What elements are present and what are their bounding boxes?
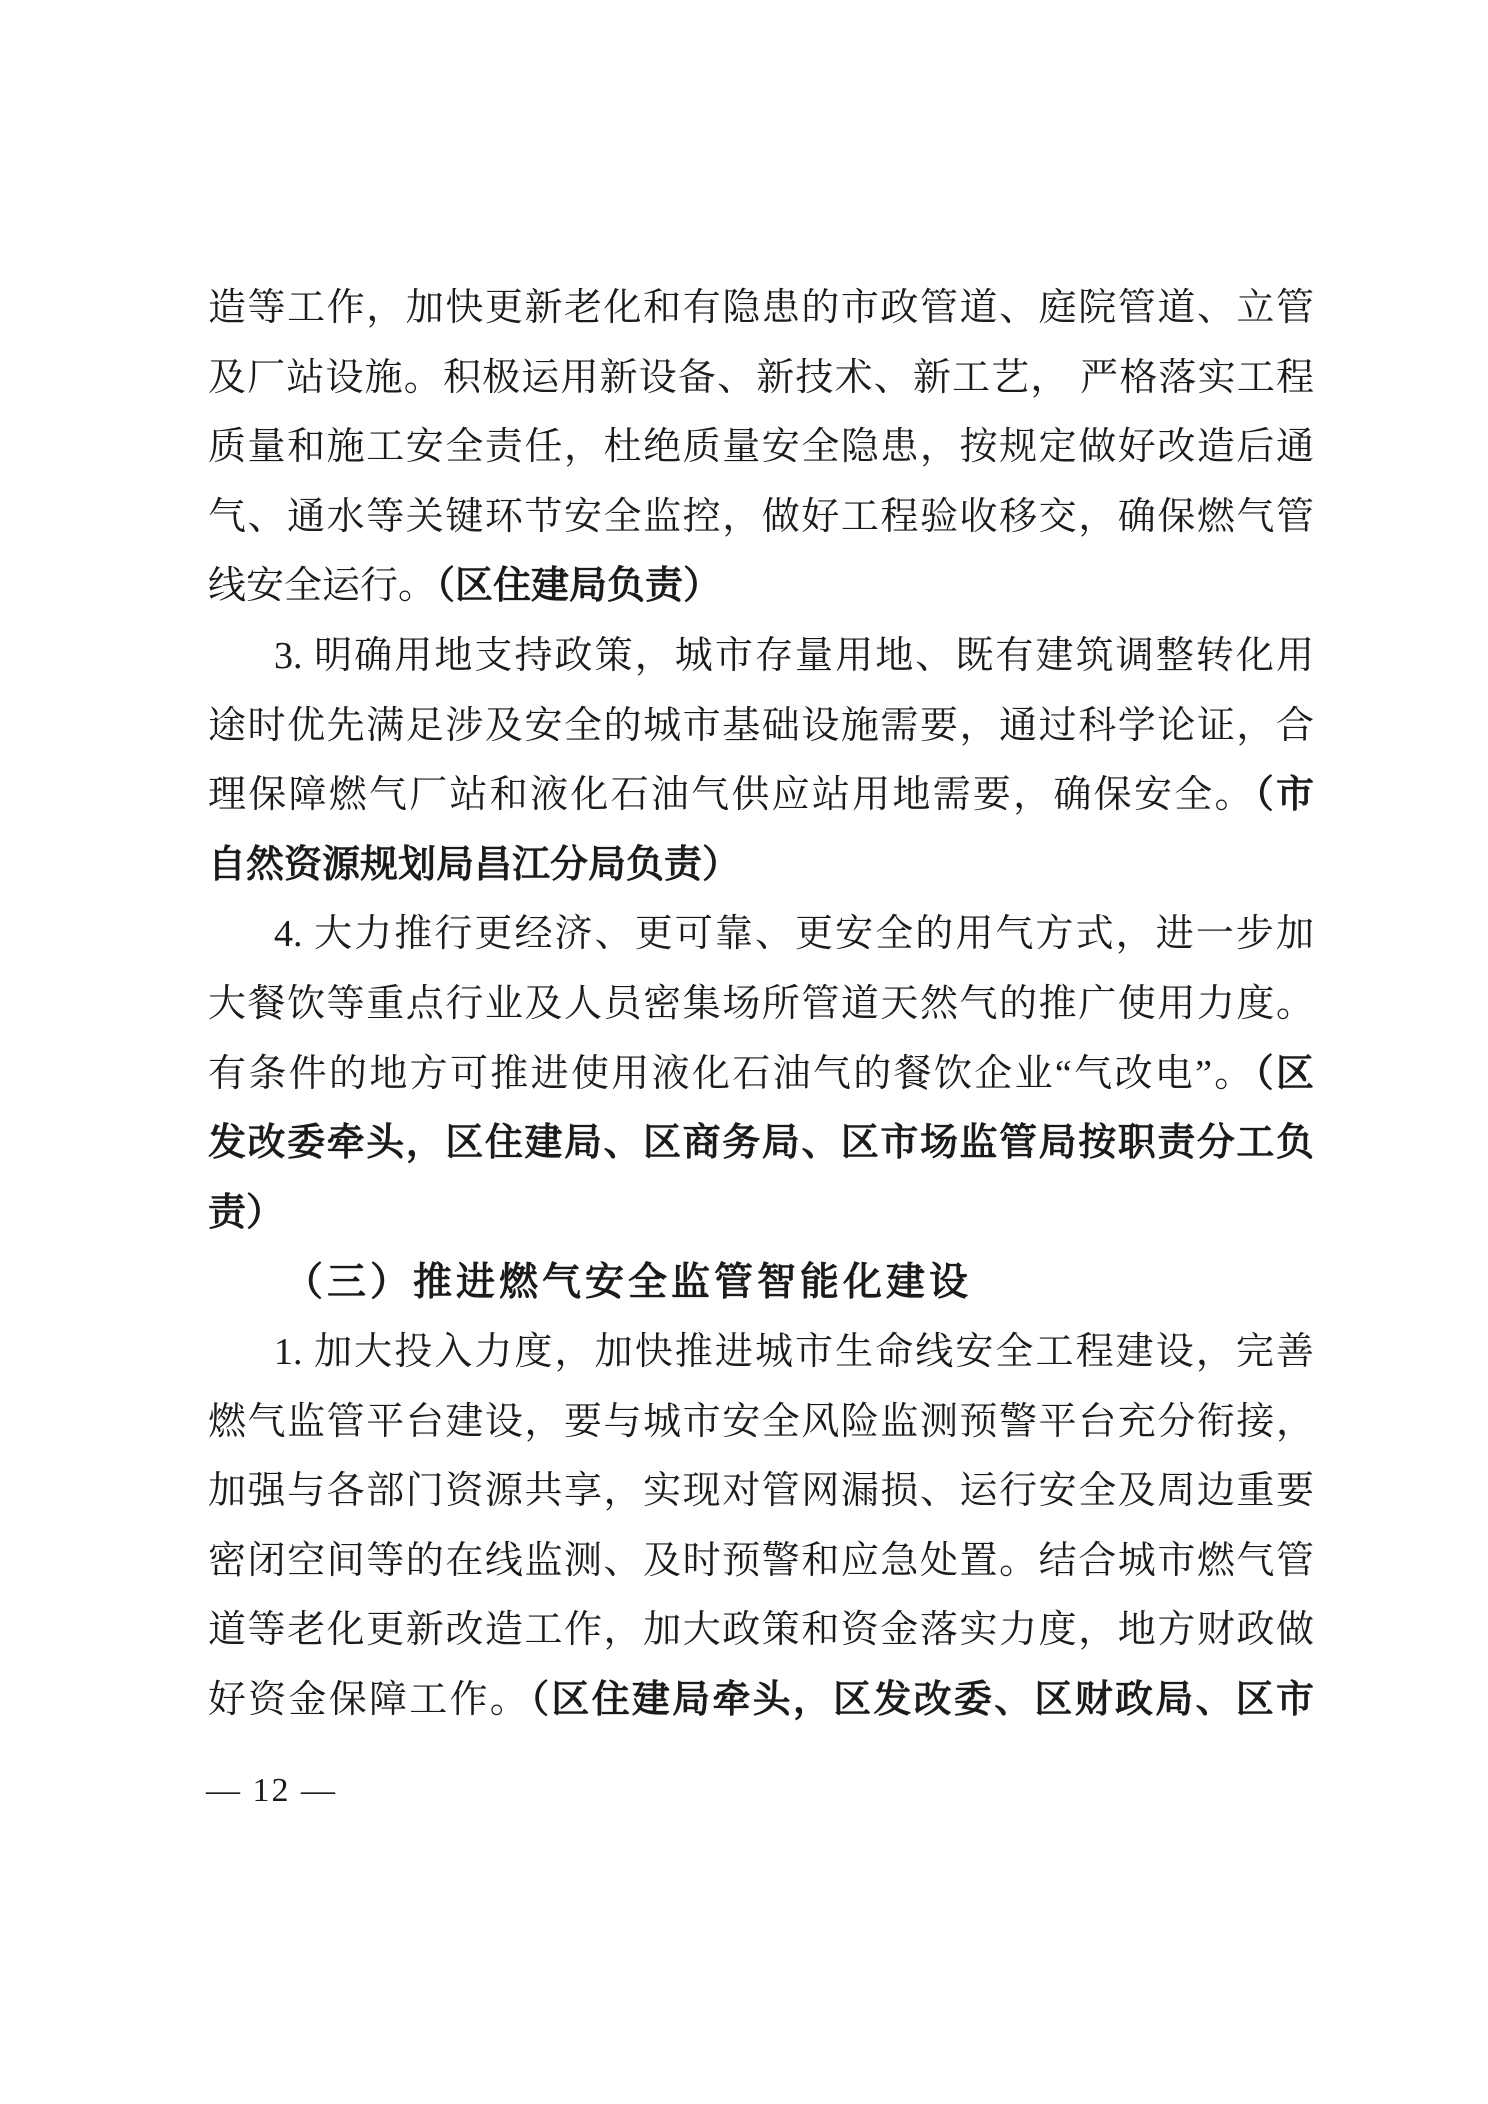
text-segment-bold: （市 xyxy=(1254,774,1314,817)
text-segment: 燃气监管平台建设，要与城市安全风险监测预警平台充分衔接， xyxy=(208,1400,1314,1443)
text-line xyxy=(208,413,1314,483)
text-segment-bold: （区住建局牵头，区发改委、区财政局、区市 xyxy=(530,1678,1314,1721)
text-line xyxy=(208,274,1314,344)
text-segment-bold: （区 xyxy=(1254,1052,1314,1095)
text-line xyxy=(208,344,1314,414)
text-line xyxy=(208,1457,1314,1527)
text-segment-bold: 发改委牵头，区住建局、区商务局、区市场监管局按职责分工负 xyxy=(208,1122,1314,1165)
text-line xyxy=(208,1596,1314,1666)
text-line xyxy=(208,483,1314,553)
text-line xyxy=(208,831,1314,901)
text-line xyxy=(208,622,1314,692)
text-line xyxy=(208,1666,1314,1736)
text-line xyxy=(208,1318,1314,1388)
text-segment: 理保障燃气厂站和液化石油气供应站用地需要，确保安全。 xyxy=(208,774,1255,817)
text-segment: 3. 明确用地支持政策，城市存量用地、既有建筑调整转化用 xyxy=(274,634,1314,677)
text-segment: 有条件的地方可推进使用液化石油气的餐饮企业“气改电”。 xyxy=(208,1052,1255,1095)
text-segment-bold: （区住建局负责） xyxy=(436,565,722,608)
text-segment: 线安全运行。 xyxy=(208,565,437,608)
text-line xyxy=(208,1248,1314,1318)
text-segment: 密闭空间等的在线监测、及时预警和应急处置。结合城市燃气管 xyxy=(208,1539,1314,1582)
text-line xyxy=(208,1109,1314,1179)
text-line xyxy=(208,552,1314,622)
text-segment: 4. 大力推行更经济、更可靠、更安全的用气方式，进一步加 xyxy=(274,913,1314,956)
text-segment-bold: 自然资源规划局昌江分局负责） xyxy=(208,843,741,886)
text-line xyxy=(208,761,1314,831)
text-segment: 途时优先满足涉及安全的城市基础设施需要，通过科学论证，合 xyxy=(208,704,1314,747)
text-segment: 造等工作，加快更新老化和有隐患的市政管道、庭院管道、立管 xyxy=(208,287,1314,329)
text-line xyxy=(208,900,1314,970)
text-segment-bold: （三）推进燃气安全监管智能化建设 xyxy=(284,1261,973,1305)
text-segment: 1. 加大投入力度，加快推进城市生命线安全工程建设，完善 xyxy=(274,1330,1314,1373)
text-segment: 气、通水等关键环节安全监控，做好工程验收移交，确保燃气管 xyxy=(208,495,1314,538)
text-segment: 大餐饮等重点行业及人员密集场所管道天然气的推广使用力度。 xyxy=(208,982,1314,1025)
text-segment: 道等老化更新改造工作，加大政策和资金落实力度，地方财政做 xyxy=(208,1609,1314,1652)
text-block xyxy=(208,274,1314,1735)
text-line xyxy=(208,970,1314,1040)
page-number: — 12 — xyxy=(206,1772,337,1809)
text-segment: 好资金保障工作。 xyxy=(208,1678,531,1721)
text-line xyxy=(208,1527,1314,1597)
text-segment: 及厂站设施。积极运用新设备、新技术、新工艺， 严格落实工程 xyxy=(208,356,1314,399)
text-line xyxy=(208,1388,1314,1458)
text-line xyxy=(208,1040,1314,1110)
text-segment: 质量和施工安全责任，杜绝质量安全隐患，按规定做好改造后通 xyxy=(208,426,1314,469)
text-segment: 加强与各部门资源共享，实现对管网漏损、运行安全及周边重要 xyxy=(208,1470,1314,1513)
text-line xyxy=(208,1179,1314,1249)
text-line xyxy=(208,692,1314,762)
text-segment-bold: 责） xyxy=(208,1191,285,1234)
